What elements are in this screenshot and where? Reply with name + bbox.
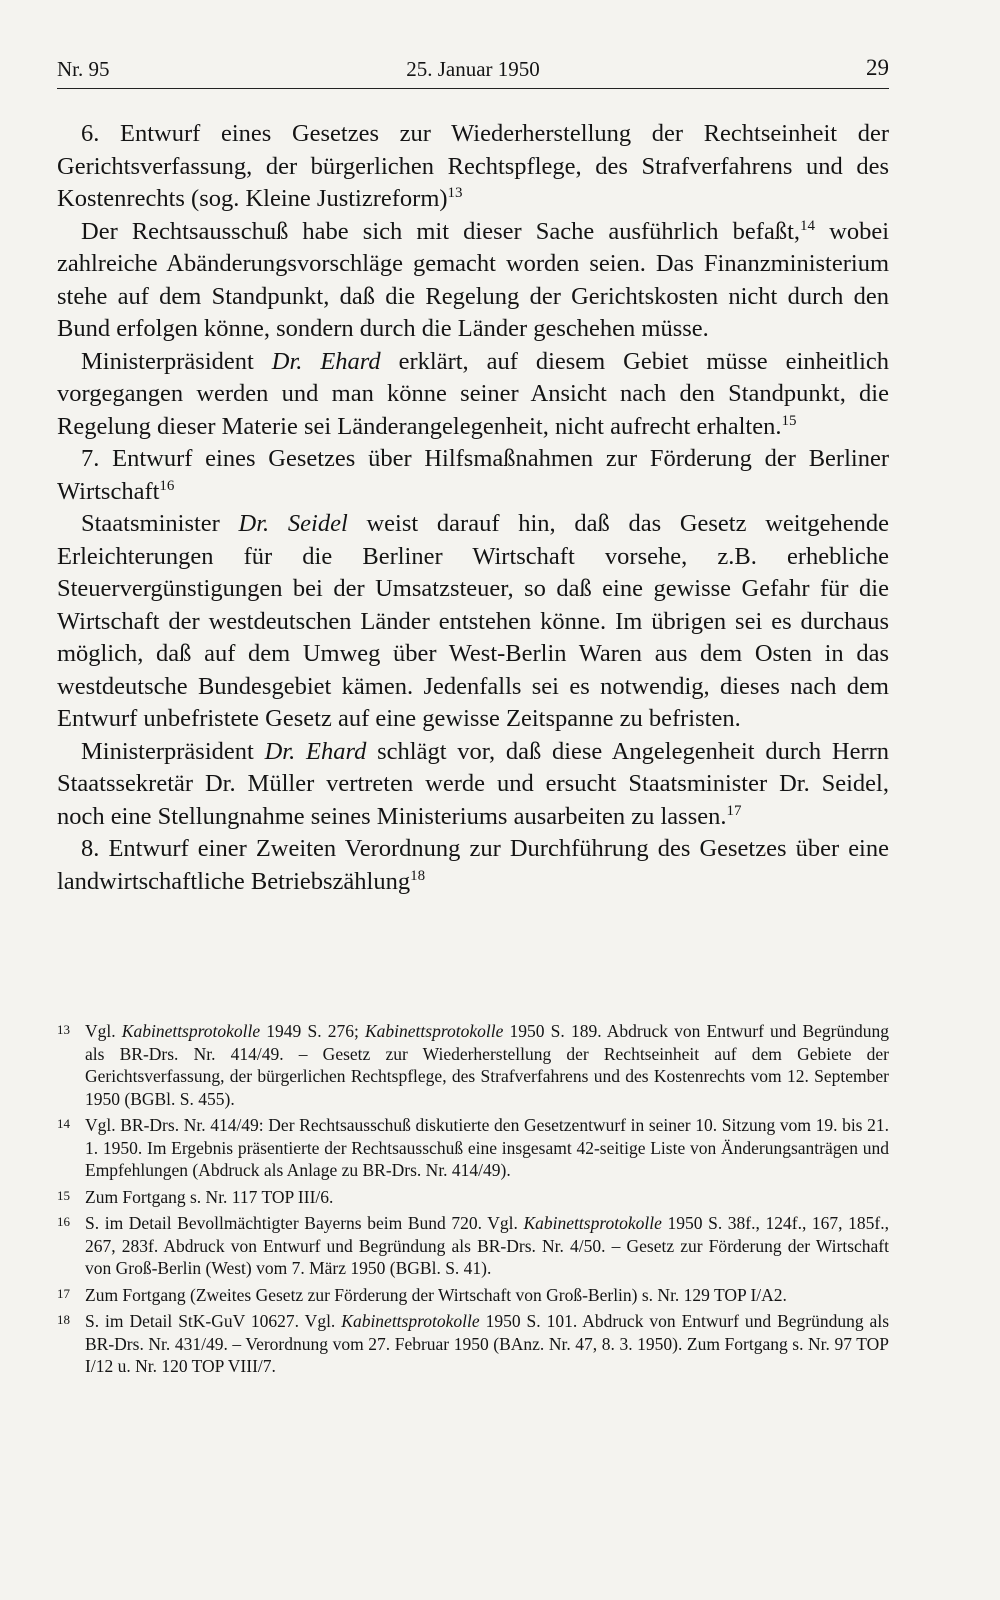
footnote-18: 18 S. im Detail StK-GuV 10627. Vgl. Kabinettsprotokolle 1950 S. 101. Abdruck von Entwurf und Begründung als BR-Drs. Nr. 431/49. – Verordnung vom 27. Februar 1950 (BAnz. Nr. 47, 8. 3. 1950). Zum Fortgang s. Nr. 97 TOP I/12 u. Nr. 120 TOP VIII/7. [57,1311,890,1376]
footnote-ref-18[interactable]: 18 [410,867,426,884]
footnote-14: 14 Vgl. BR-Drs. Nr. 414/49: Der Rechtsausschuß diskutierte den Gesetzentwurf in seiner 10. Sitzung vom 19. bis 21. 1. 1950. Im Ergebnis präsentierte der Rechtsausschuß eine insgesamt 42-seitige Liste von Änderungsanträgen und Empfehlungen (Abdruck als Anlage zu BR-Drs. Nr. 414/49). [57,1115,889,1180]
speaker-name: Dr. Ehard [264,737,367,765]
paragraph: Staatsminister Dr. Seidel weist darauf hin, daß das Gesetz weitgehende Erleichterungen für die Berliner Wirtschaft vorsehe, z.B. erhebliche Steuervergünstigungen bei der Umsatzsteuer, so daß eine gewisse Gefahr für die Wirtschaft der westdeutschen Länder entstehen könne. Im übrigen sei es durchaus möglich, daß auf dem Umweg über West-Berlin Waren aus dem Osten in das westdeutsche Bundesgebiet kämen. Jedenfalls sei es notwendig, dieses nach dem Entwurf unbefristete Gesetz auf eine gewisse Zeitspanne zu befristen. [57,510,889,732]
footnote-ref-16[interactable]: 16 [159,477,175,494]
footnote-13: 13 Vgl. Kabinettsprotokolle 1949 S. 276; Kabinettsprotokolle 1950 S. 189. Abdruck von Entwurf und Begründung als BR-Drs. Nr. 414/49. – Gesetz zur Wiederherstellung der Rechtseinheit auf dem Gebiete der Gerichtsverfassung, der bürgerlichen Rechtspflege, des Strafverfahrens und des Kostenrechts vom 12. September 1950 (BGBl. S. 455). [57,1021,889,1109]
running-header [57,55,889,85]
footnote-number: 18 [57,1312,70,1327]
document-number: Nr. 95 [57,57,110,81]
page-number: 29 [866,55,889,80]
speaker-name: Dr. Ehard [271,347,381,375]
footnote-number: 13 [57,1022,70,1037]
footnote-16: 16 S. im Detail Bevollmächtigter Bayerns beim Bund 720. Vgl. Kabinettsprotokolle 1950 S. 38f., 124f., 167, 185f., 267, 283f. Abdruck von Entwurf und Begründung als BR-Drs. Nr. 4/50. – Gesetz zur Förderung der Wirtschaft von Groß-Berlin (West) vom 7. März 1950 (BGBl. S. 41). [57,1213,889,1278]
main-text [57,118,889,898]
footnotes [57,1020,889,1382]
footnote-17: 17 Zum Fortgang (Zweites Gesetz zur Förderung der Wirtschaft von Groß-Berlin) s. Nr. 129 TOP I/A2. [57,1284,787,1305]
footnote-number: 16 [57,1214,70,1229]
footnote-number: 15 [57,1187,70,1203]
header-rule [57,88,889,89]
agenda-item-7: 7. Entwurf eines Gesetzes über Hilfsmaßnahmen zur Förderung der Berliner Wirtschaft$^{16}$ [57,445,889,505]
agenda-item-8: 8. Entwurf einer Zweiten Verordnung zur Durchführung des Gesetzes über eine landwirtschaftliche Betriebszählung$^{18}$ [57,835,889,895]
footnote-ref-17[interactable]: 17 [726,802,742,819]
footnote-ref-15[interactable]: 15 [781,412,797,429]
paragraph: Ministerpräsident Dr. Ehard erklärt, auf diesem Gebiet müsse einheitlich vorgegangen werden und man könne seiner Ansicht nach den Standpunkt, die Regelung dieser Materie sei Länderangelegenheit, nicht aufrecht erhalten.$^{15}$ [57,347,889,440]
paragraph: Der Rechtsausschuß habe sich mit dieser Sache ausführlich befaßt,$^{14}$ wobei zahlreiche Abänderungsvorschläge gemacht worden seien. Das Finanzministerium stehe auf dem Standpunkt, daß die Regelung der Gerichtskosten nicht durch den Bund erfolgen könne, sondern durch die Länder geschehen müsse. [57,217,889,342]
agenda-item-6: 6. Entwurf eines Gesetzes zur Wiederherstellung der Rechtseinheit der Gerichtsverfassung, der bürgerlichen Rechtspflege, des Strafverfahrens und des Kostenrechts (sog. Kleine Justizreform)$^{13}$ [57,120,889,212]
footnote-ref-13[interactable]: 13 [447,185,463,201]
footnote-number: 17 [57,1285,70,1301]
speaker-name: Dr. Seidel [238,510,348,537]
footnote-number: 14 [57,1116,70,1131]
footnote-ref-14[interactable]: 14 [800,217,816,234]
header-date: 25. Januar 1950 [406,57,540,81]
footnote-15: 15 Zum Fortgang s. Nr. 117 TOP III/6. [57,1186,334,1207]
paragraph: Ministerpräsident Dr. Ehard schlägt vor, daß diese Angelegenheit durch Herrn Staatssekretär Dr. Müller vertreten werde und ersucht Staatsminister Dr. Seidel, noch eine Stellungnahme seines Ministeriums ausarbeiten zu lassen.$^{17}$ [57,737,890,830]
